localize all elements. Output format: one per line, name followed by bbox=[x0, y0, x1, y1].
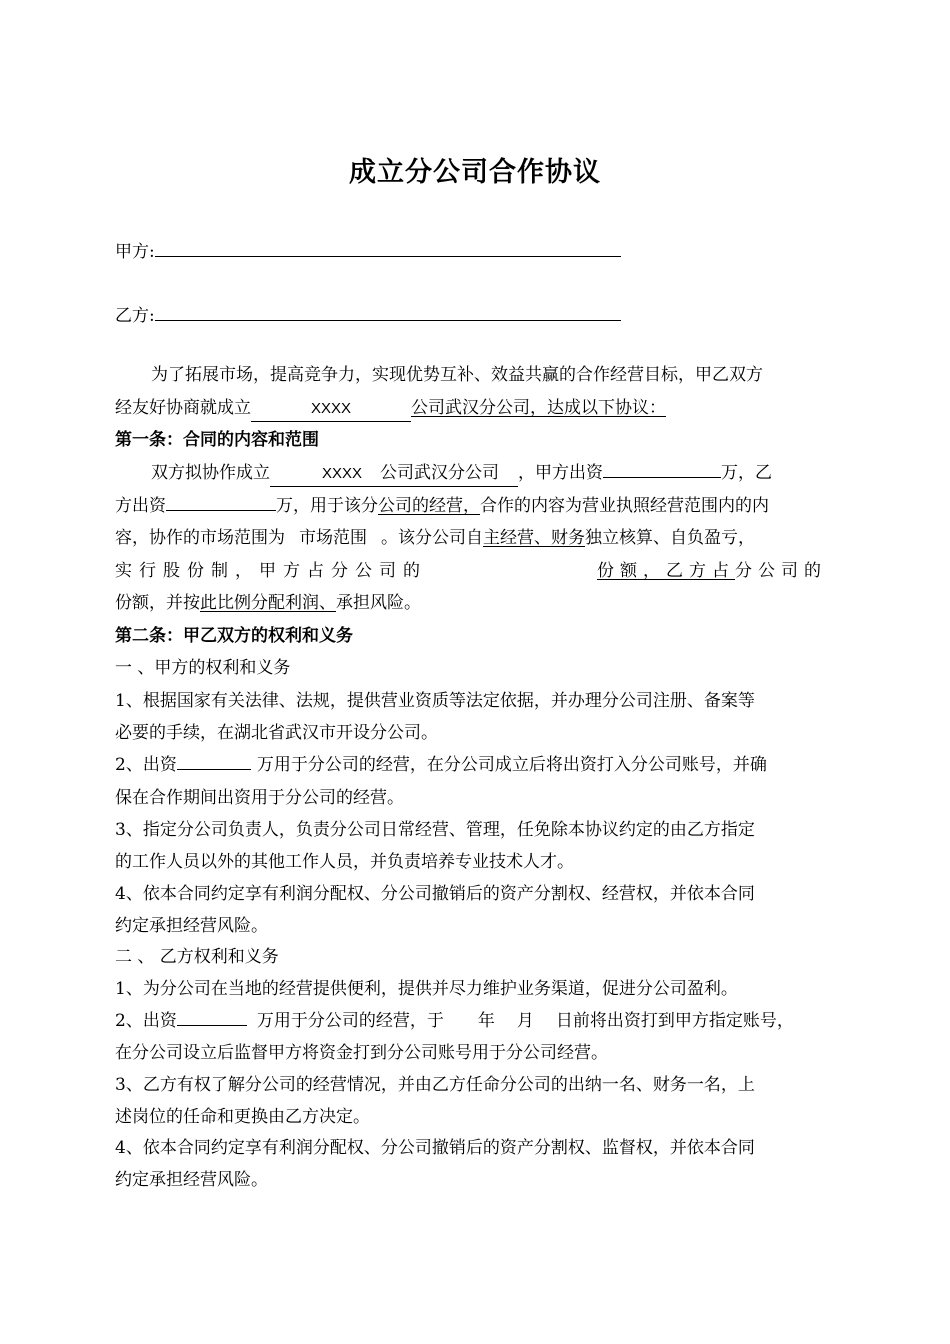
party-b-line bbox=[115, 300, 837, 328]
a2-line-2: 保在合作期间出资用于分公司的经营。 bbox=[115, 788, 404, 808]
a1-line-1: 1、根据国家有关法律、法规，提供营业资质等法定依据，并办理分公司注册、备案等 bbox=[115, 691, 755, 711]
b2-month: 月 bbox=[516, 1011, 534, 1031]
party-a-capital-blank bbox=[603, 477, 721, 478]
article1-text-2c: 公司的经营， bbox=[378, 496, 480, 516]
b3-line-2: 述岗位的任命和更换由乙方决定。 bbox=[115, 1107, 370, 1127]
party-a-label: 甲方: bbox=[115, 242, 155, 262]
article1-text-2a: 方出资 bbox=[115, 496, 166, 516]
article1-text-3a: 容，协作的市场范围为 bbox=[115, 528, 285, 548]
article1-text-1a: 双方拟协作成立 bbox=[151, 463, 270, 483]
intro-text-1: 为了拓展市场，提高竞争力，实现优势互补、效益共赢的合作经营目标，甲乙双方 bbox=[151, 365, 763, 385]
b2-capital-blank bbox=[177, 1025, 247, 1026]
section-party-b-rights: 二 、 乙方权利和义务 bbox=[115, 947, 279, 967]
article1-text-3d: 独立核算、自负盈亏， bbox=[585, 528, 755, 548]
a2-text-b: 万用于分公司的经营，在分公司成立后将出资打入分公司账号，并确 bbox=[256, 755, 767, 775]
a1-line-2: 必要的手续，在湖北省武汉市开设分公司。 bbox=[115, 723, 438, 743]
section-party-a-rights: 一 、甲方的权利和义务 bbox=[115, 658, 291, 678]
party-a-line bbox=[115, 236, 837, 264]
article1-text-1c: ，甲方出资 bbox=[518, 463, 603, 483]
b2-text-b: 万用于分公司的经营，于 bbox=[256, 1011, 444, 1031]
party-b-label: 乙方: bbox=[115, 306, 155, 326]
article1-line-1 bbox=[115, 461, 837, 487]
b2-line-1 bbox=[115, 1009, 837, 1033]
article1-text-5b: 此比例分配利润、 bbox=[200, 593, 336, 613]
article1-line-3 bbox=[115, 526, 837, 550]
article1-text-3c: 主经营、财务 bbox=[483, 528, 585, 548]
party-b-capital-blank bbox=[166, 510, 276, 511]
article1-text-4a: 实行股份制，甲方占分公司的 bbox=[115, 561, 427, 581]
article1-company-suffix: 公司武汉分公司 bbox=[380, 463, 500, 483]
b3-line-1: 3、乙方有权了解分公司的经营情况，并由乙方任命分公司的出纳一名、财务一名，上 bbox=[115, 1075, 755, 1095]
b2-text-a: 2、出资 bbox=[115, 1011, 177, 1031]
intro-text-2b: 公司武汉分公司，达成以下协议： bbox=[411, 398, 666, 418]
a3-line-1: 3、指定分公司负责人，负责分公司日常经营、管理，任免除本协议约定的由乙方指定 bbox=[115, 820, 755, 840]
article1-company: XXXX bbox=[322, 465, 363, 482]
a2-line-1 bbox=[115, 753, 837, 777]
intro-company-field: XXXX bbox=[251, 397, 411, 422]
party-a-blank bbox=[155, 236, 621, 257]
article1-text-2b: 万，用于该分 bbox=[276, 496, 378, 516]
article1-line-4 bbox=[115, 559, 837, 583]
document-title: 成立分公司合作协议 bbox=[349, 157, 601, 188]
article1-text-1d: 万，乙 bbox=[721, 463, 772, 483]
article1-line-2 bbox=[115, 494, 837, 518]
a4-line-1: 4、依本合同约定享有利润分配权、分公司撤销后的资产分割权、经营权，并依本合同 bbox=[115, 884, 755, 904]
article1-text-4b: 份额，乙方占 bbox=[597, 561, 735, 581]
article1-line-5 bbox=[115, 591, 837, 615]
a4-line-2: 约定承担经营风险。 bbox=[115, 916, 268, 936]
article1-text-5c: 承担风险。 bbox=[336, 593, 421, 613]
b2-line-2: 在分公司设立后监督甲方将资金打到分公司账号用于分公司经营。 bbox=[115, 1043, 608, 1063]
b2-text-c: 日前将出资打到甲方指定账号， bbox=[555, 1011, 794, 1031]
b4-line-2: 约定承担经营风险。 bbox=[115, 1170, 268, 1190]
article1-company-field bbox=[270, 461, 518, 487]
article1-heading: 第一条：合同的内容和范围 bbox=[115, 430, 319, 450]
intro-line-2 bbox=[115, 396, 837, 422]
b4-line-1: 4、依本合同约定享有利润分配权、分公司撤销后的资产分割权、监督权，并依本合同 bbox=[115, 1138, 755, 1158]
a2-capital-blank bbox=[177, 769, 251, 770]
b1-line-1: 1、为分公司在当地的经营提供便利，提供并尽力维护业务渠道，促进分公司盈利。 bbox=[115, 979, 738, 999]
market-scope-field: 市场范围 bbox=[299, 528, 367, 548]
a2-text-a: 2、出资 bbox=[115, 755, 177, 775]
article1-text-2d: 合作的内容为营业执照经营范围内的内 bbox=[480, 496, 769, 516]
article1-text-5a: 份额，并按 bbox=[115, 593, 200, 613]
article1-text-3b: 。该分公司自 bbox=[381, 528, 483, 548]
intro-line-1 bbox=[115, 363, 837, 387]
article2-heading: 第二条：甲乙双方的权利和义务 bbox=[115, 626, 353, 646]
b2-year: 年 bbox=[477, 1011, 495, 1031]
intro-text-2a: 经友好协商就成立 bbox=[115, 398, 251, 418]
a3-line-2: 的工作人员以外的其他工作人员，并负责培养专业技术人才。 bbox=[115, 852, 574, 872]
party-b-blank bbox=[155, 300, 621, 321]
article1-text-4c: 分公司的 bbox=[735, 561, 827, 581]
